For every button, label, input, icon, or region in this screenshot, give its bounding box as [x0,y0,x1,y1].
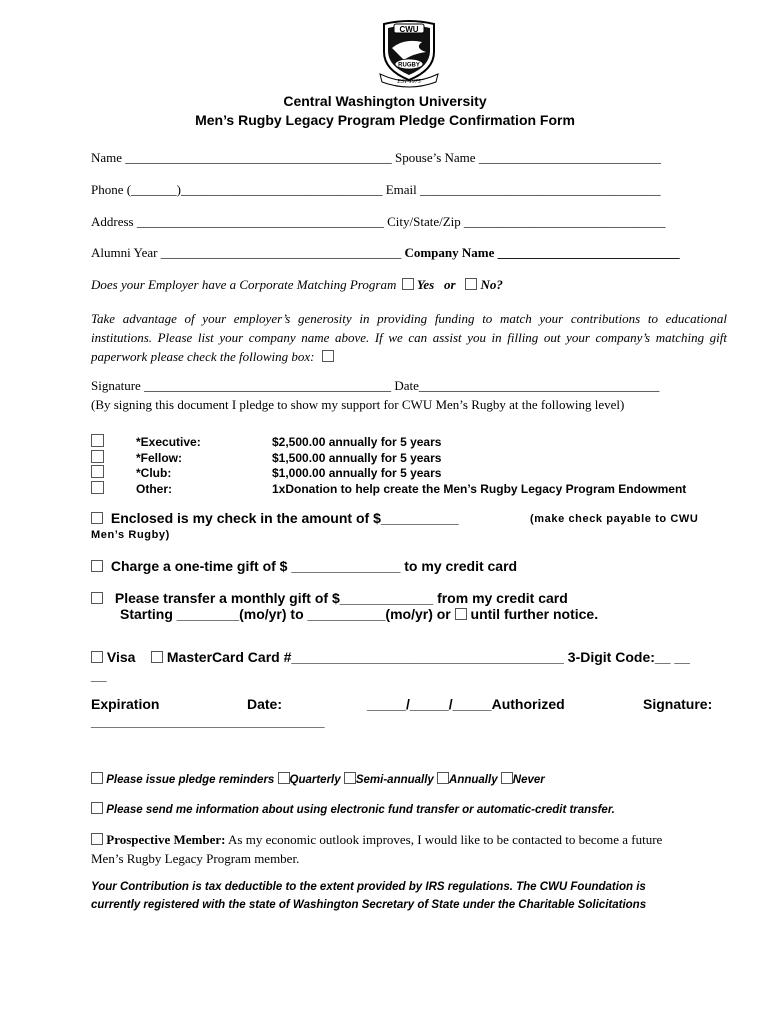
card-row [91,649,690,665]
card-number-field[interactable]: ___________________________________ [291,649,564,665]
exp-year-field[interactable]: _____ [452,696,492,712]
alumni-year-field[interactable]: _____________________________________ [160,245,402,260]
level-fellow-checkbox[interactable] [91,450,104,463]
prospective-text-2: Men’s Rugby Legacy Program member. [91,851,300,866]
reminder-option: Quarterly [289,774,341,786]
spouse-label: Spouse’s Name [395,150,476,165]
authorized-label: Authorized [491,696,565,712]
matching-assist-checkbox[interactable] [322,350,334,362]
monthly-period-row [120,606,598,622]
logo-ribbon-text: EST 1975 [397,79,421,85]
prospective-row [91,832,662,848]
until-notice-checkbox[interactable] [455,608,467,620]
check-payable-note: (make check payable to CWU [530,513,699,525]
level-row [91,465,104,480]
code-label: 3-Digit Code: [567,649,655,665]
email-label: Email [385,182,417,197]
reminders-row [91,772,545,786]
matching-yes-checkbox[interactable] [402,278,414,290]
form-title: Men’s Rugby Legacy Program Pledge Confirmation Form [195,112,575,128]
eft-checkbox[interactable] [91,802,103,814]
visa-checkbox[interactable] [91,651,103,663]
tax-statement-line-1: Your Contribution is tax deductible to the extent provided by IRS regulations. The CWU Foundation is [91,881,646,893]
city-state-zip-label: City/State/Zip [387,214,461,229]
reminders-checkbox[interactable] [91,772,103,784]
logo-top-text: CWU [399,25,419,34]
email-field[interactable]: _____________________________________ [419,182,661,197]
expiration-label: Expiration [91,696,160,712]
mastercard-checkbox[interactable] [151,651,163,663]
alumni-row [91,245,680,261]
prospective-text: As my economic outlook improves, I would like to be contacted to become a future [228,832,663,847]
mo-yr-or-label: (mo/yr) or [385,606,451,622]
reminder-option: Annually [449,774,498,786]
reminder-option: Semi-annually [355,774,434,786]
reminder-quarterly-checkbox[interactable] [278,772,290,784]
check-payable-note-2: Men’s Rugby) [91,529,170,541]
reminders-label: Please issue pledge reminders [106,774,275,786]
check-row [91,510,459,526]
company-name-label: Company Name [404,245,495,260]
prospective-label: Prospective Member: [106,832,226,847]
level-name: *Club: [136,466,172,480]
tax-statement-line-2: currently registered with the state of Washington Secretary of State under the Charitable Solicitations [91,899,647,911]
phone-close-paren: ) [176,182,181,197]
check-label: Enclosed is my check in the amount of $ [110,510,381,526]
logo-banner-text: RUGBY [398,62,420,69]
check-amount-field[interactable]: __________ [380,510,459,526]
check-checkbox[interactable] [91,512,103,524]
level-amount: $1,000.00 annually for 5 years [272,466,442,480]
name-row [91,150,661,166]
code-field-wrap: __ [91,667,107,683]
date-field[interactable]: _____________________________________ [418,378,660,393]
spouse-field[interactable]: ____________________________ [478,150,661,165]
date-label: Date [394,378,419,393]
signature-row [91,378,659,394]
level-amount: $2,500.00 annually for 5 years [272,435,442,449]
code-field[interactable]: __ __ [654,649,690,665]
matching-paragraph-text: Take advantage of your employer’s generosity in providing funding to match your contributions to educational institutions. Please list your company name above. If we can assist you in filling out your company’s matching gift paperwork please check the following box: [91,311,727,364]
expiration-date-label: Date: [247,696,283,712]
name-field[interactable]: _________________________________________ [125,150,392,165]
level-name: *Fellow: [136,451,183,465]
form-title-university: Central Washington University [283,93,487,109]
monthly-gift-field[interactable]: ____________ [339,590,434,606]
monthly-gift-label-end: from my credit card [437,590,568,606]
eft-row [91,802,615,816]
address-label: Address [91,214,134,229]
credit-row [91,558,517,574]
reminder-option: Never [512,774,545,786]
one-time-gift-label: Charge a one-time gift of $ [110,558,288,574]
level-executive-checkbox[interactable] [91,434,104,447]
matching-question: Does your Employer have a Corporate Matching Program [91,277,397,292]
matching-no-label: No? [480,277,503,292]
address-row [91,214,666,230]
one-time-gift-checkbox[interactable] [91,560,103,572]
signature-field[interactable]: ______________________________________ [144,378,392,393]
prospective-checkbox[interactable] [91,833,103,845]
level-other-checkbox[interactable] [91,481,104,494]
phone-area-field[interactable]: _______ [131,182,177,197]
level-name: *Executive: [136,435,201,449]
phone-label: Phone ( [91,182,132,197]
level-club-checkbox[interactable] [91,465,104,478]
level-name: Other: [136,482,172,496]
expiration-row: _____/_____/_____Authorized [367,696,565,712]
end-date-field[interactable]: __________ [307,606,386,622]
visa-label: Visa [106,649,136,665]
exp-day-field[interactable]: _____ [409,696,449,712]
monthly-row [91,590,568,606]
name-label: Name [91,150,123,165]
reminder-never-checkbox[interactable] [501,772,513,784]
one-time-gift-label-end: to my credit card [404,558,518,574]
until-notice-label: until further notice. [470,606,599,622]
level-row [91,481,104,496]
cwu-rugby-logo [374,18,444,88]
address-field[interactable]: ______________________________________ [136,214,384,229]
eft-label: Please send me information about using electronic fund transfer or automatic-credit transfer. [106,804,615,816]
auth-signature-label: Signature: [643,696,713,712]
one-time-gift-field[interactable]: ______________ [291,558,401,574]
level-amount: 1xDonation to help create the Men’s Rugby Legacy Program Endowment [272,482,687,496]
mo-yr-to-label: (mo/yr) to [239,606,304,622]
city-state-zip-field[interactable]: _______________________________ [464,214,666,229]
exp-month-field[interactable]: _____ [367,696,406,712]
company-name-field[interactable]: ____________________________ [497,245,680,260]
mastercard-label: MasterCard Card # [166,649,292,665]
monthly-gift-label: Please transfer a monthly gift of $ [114,590,340,606]
matching-paragraph [91,309,727,366]
alumni-year-label: Alumni Year [91,245,158,260]
pledge-note: (By signing this document I pledge to show my support for CWU Men’s Rugby at the following level) [91,397,625,412]
auth-signature-field[interactable]: ______________________________ [91,713,325,729]
matching-yes-label: Yes [416,277,435,292]
matching-no-checkbox[interactable] [465,278,477,290]
reminder-semiannual-checkbox[interactable] [344,772,356,784]
signature-label: Signature [91,378,141,393]
reminder-annual-checkbox[interactable] [437,772,449,784]
monthly-gift-checkbox[interactable] [91,592,103,604]
starting-label: Starting [120,606,173,622]
level-amount: $1,500.00 annually for 5 years [272,451,442,465]
level-row [91,434,104,449]
start-date-field[interactable]: ________ [176,606,240,622]
level-row [91,450,104,465]
matching-or-label: or [443,277,456,292]
matching-row [91,277,503,293]
phone-row [91,182,660,198]
phone-field[interactable]: _______________________________ [180,182,383,197]
